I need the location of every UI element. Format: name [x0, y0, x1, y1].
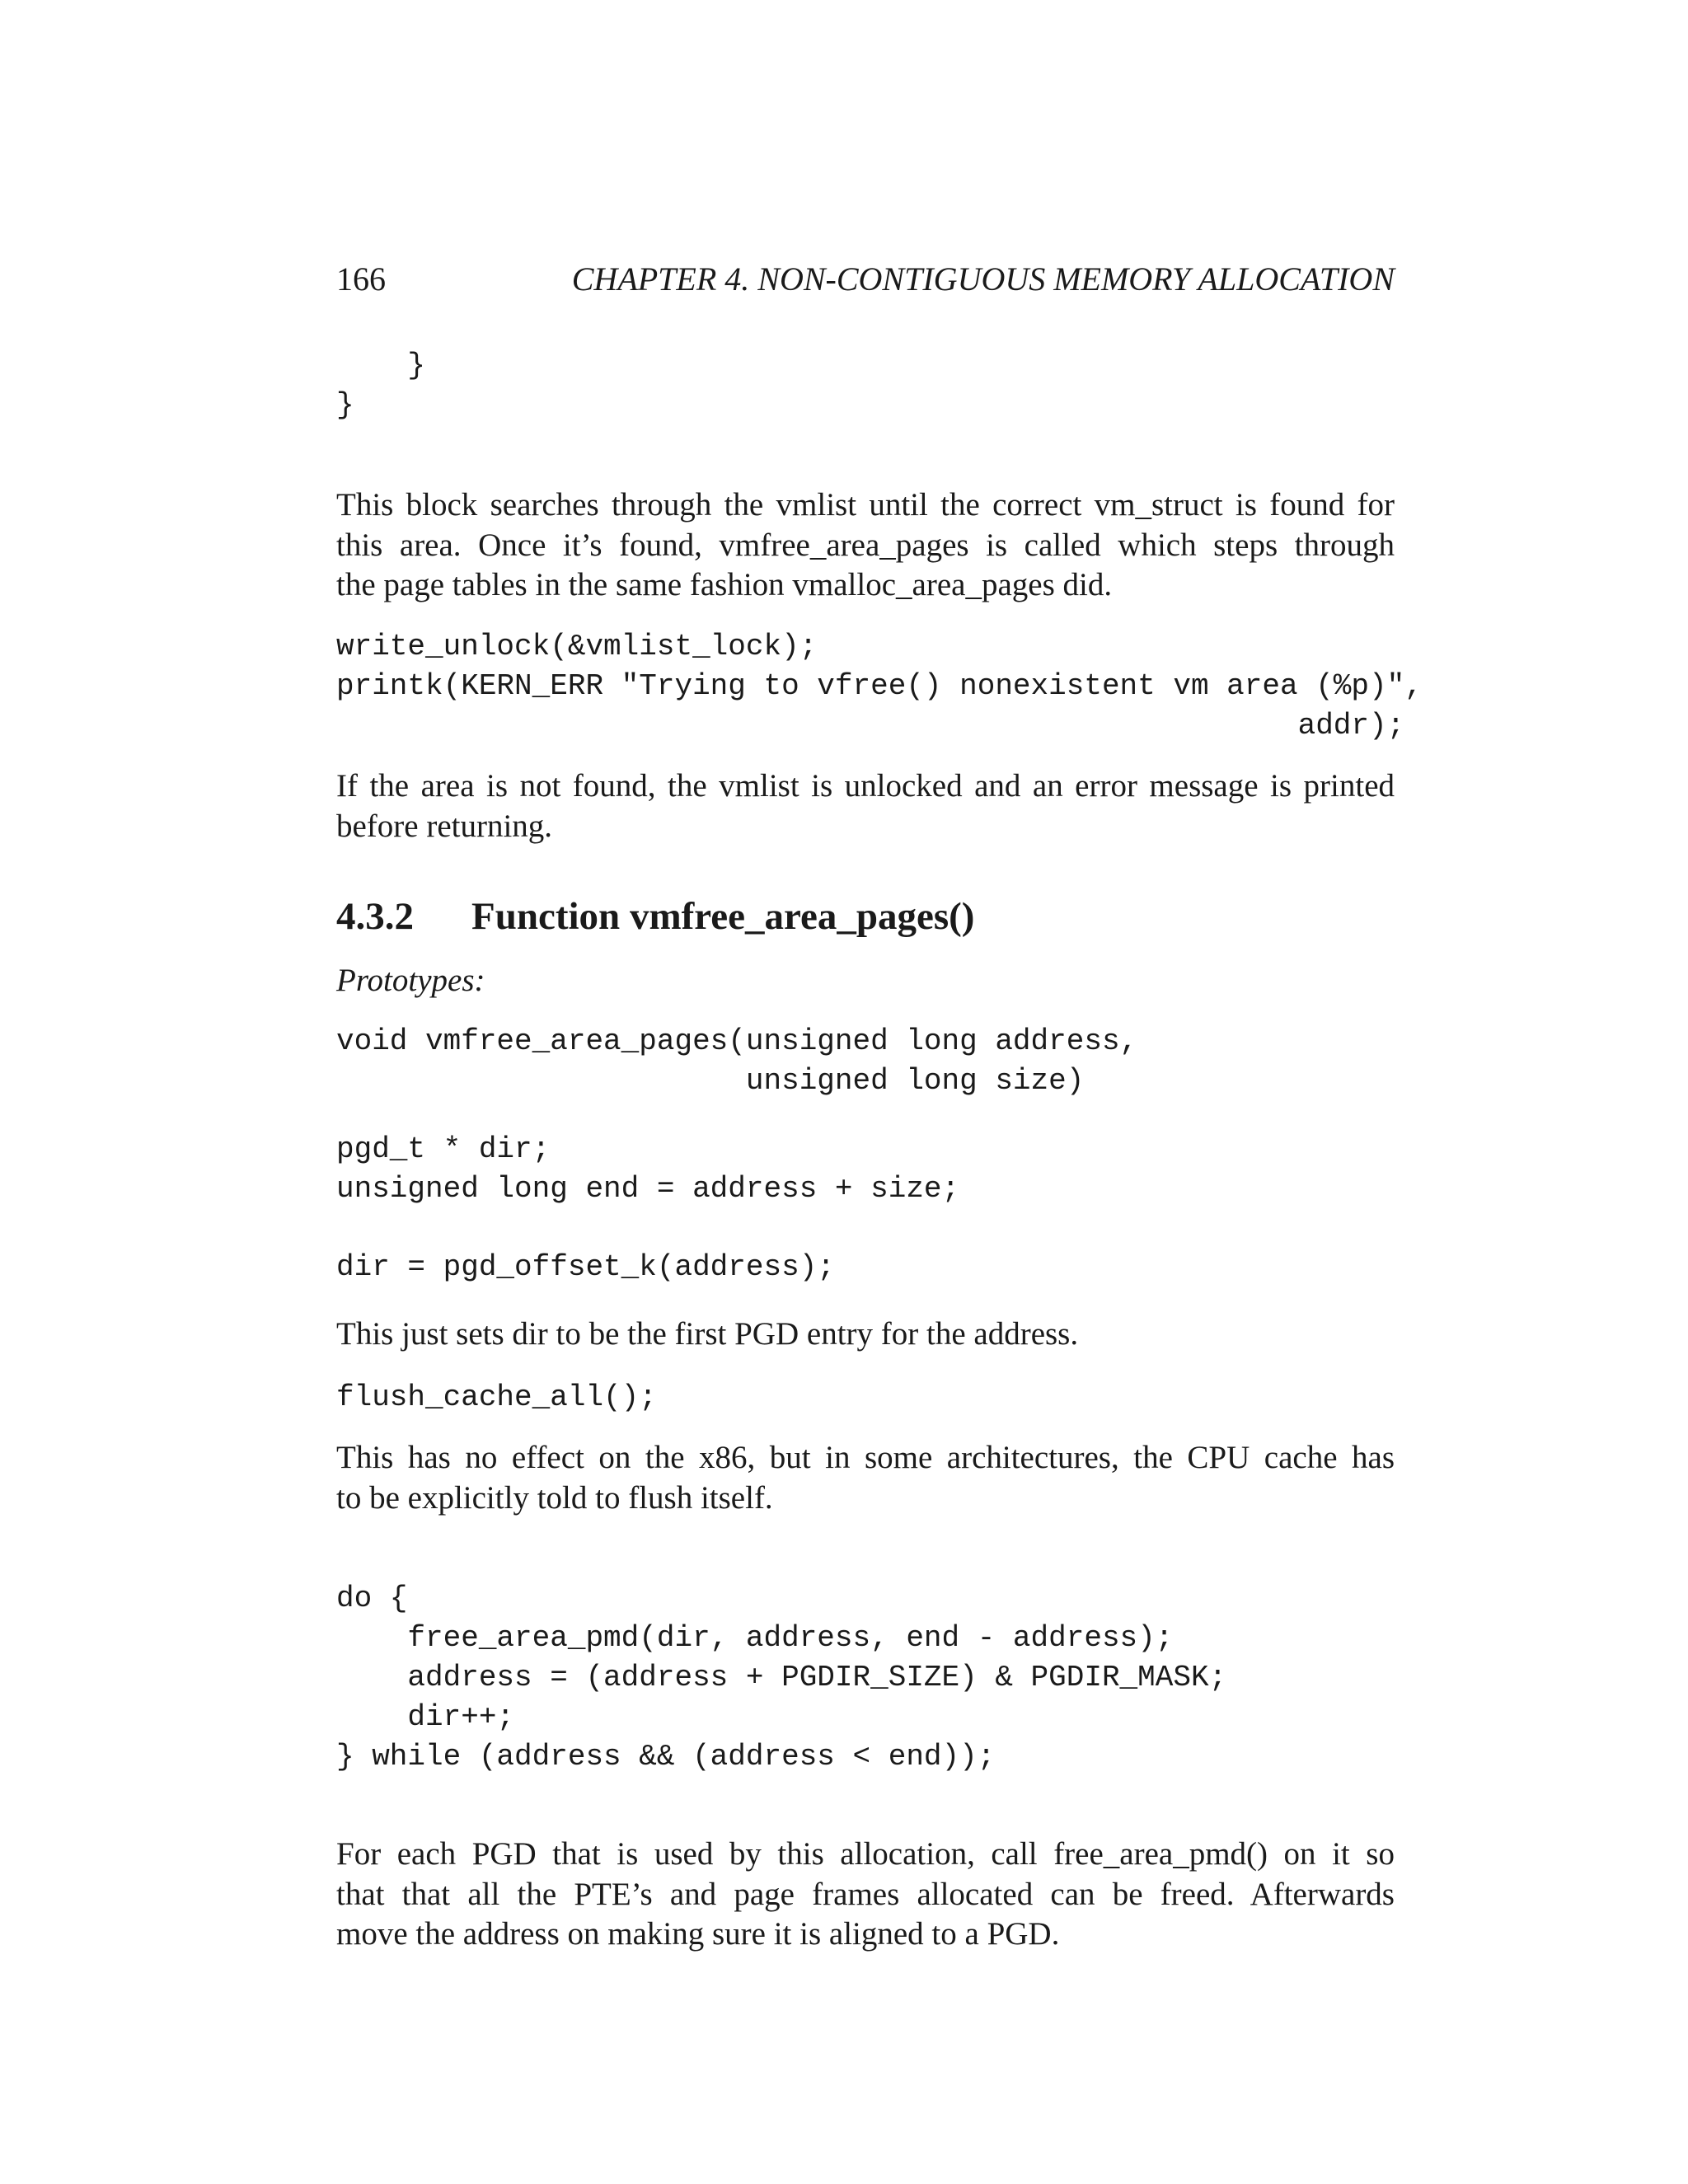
prototypes-label: Prototypes:	[336, 963, 485, 998]
text-line: For each PGD that is used by this allocation, call free_area_pmd() on it so	[336, 1836, 1395, 1872]
code-line: }	[336, 388, 354, 422]
code-block-closing-braces	[336, 346, 425, 425]
code-line: free_area_pmd(dir, address, end - address);	[336, 1621, 1174, 1655]
text-line: This block searches through the vmlist until the correct vm_struct is found for	[336, 487, 1395, 523]
text-line: to be explicitly told to flush itself.	[336, 1479, 773, 1516]
code-line: pgd_t * dir;	[336, 1132, 551, 1166]
paragraph-flush-effect	[336, 1438, 1395, 1518]
code-line: void vmfree_area_pages(unsigned long address,	[336, 1024, 1138, 1058]
code-line: write_unlock(&vmlist_lock);	[336, 630, 818, 663]
code-block-pgd-offset	[336, 1248, 835, 1287]
text-line: this area. Once it’s found, vmfree_area_pages is called which steps through	[336, 527, 1395, 563]
code-line: do {	[336, 1582, 408, 1615]
code-line: printk(KERN_ERR "Trying to vfree() nonexistent vm area (%p)",	[336, 669, 1423, 703]
text-line: If the area is not found, the vmlist is unlocked and an error message is printed	[336, 768, 1395, 804]
text-line: This just sets dir to be the first PGD entry for the address.	[336, 1316, 1079, 1352]
code-line: addr);	[336, 709, 1405, 743]
code-line: } while (address && (address < end));	[336, 1740, 996, 1774]
code-line: unsigned long end = address + size;	[336, 1172, 960, 1206]
paragraph-each-pgd	[336, 1835, 1395, 1955]
code-line: address = (address + PGDIR_SIZE) & PGDIR_MASK;	[336, 1661, 1227, 1694]
text-line: that that all the PTE’s and page frames allocated can be freed. Afterwards	[336, 1876, 1395, 1912]
page-number: 166	[336, 260, 386, 298]
code-block-unlock-printk	[336, 627, 1423, 746]
chapter-title: CHAPTER 4. NON-CONTIGUOUS MEMORY ALLOCATION	[571, 260, 1395, 298]
code-block-declarations	[336, 1130, 959, 1209]
code-line: unsigned long size)	[336, 1064, 1085, 1098]
text-line: move the address on making sure it is aligned to a PGD.	[336, 1916, 1060, 1952]
paragraph-vmlist-search	[336, 485, 1395, 606]
section-title: Function vmfree_area_pages()	[471, 895, 975, 938]
section-number: 4.3.2	[336, 895, 414, 938]
text-line: before returning.	[336, 808, 553, 844]
text-line: This has no effect on the x86, but in some architectures, the CPU cache has	[336, 1440, 1395, 1475]
document-page	[336, 0, 1423, 2184]
text-line: the page tables in the same fashion vmalloc_area_pages did.	[336, 567, 1113, 602]
code-line: }	[336, 349, 426, 382]
code-block-do-while-loop	[336, 1579, 1226, 1777]
code-line: flush_cache_all();	[336, 1380, 657, 1414]
running-header	[336, 257, 1395, 302]
section-heading	[336, 892, 974, 941]
paragraph-area-not-found	[336, 766, 1395, 846]
code-block-flush-cache	[336, 1378, 657, 1418]
code-line: dir = pgd_offset_k(address);	[336, 1250, 835, 1284]
code-line: dir++;	[336, 1700, 515, 1734]
code-block-prototype	[336, 1022, 1137, 1101]
paragraph-sets-dir	[336, 1315, 1395, 1355]
